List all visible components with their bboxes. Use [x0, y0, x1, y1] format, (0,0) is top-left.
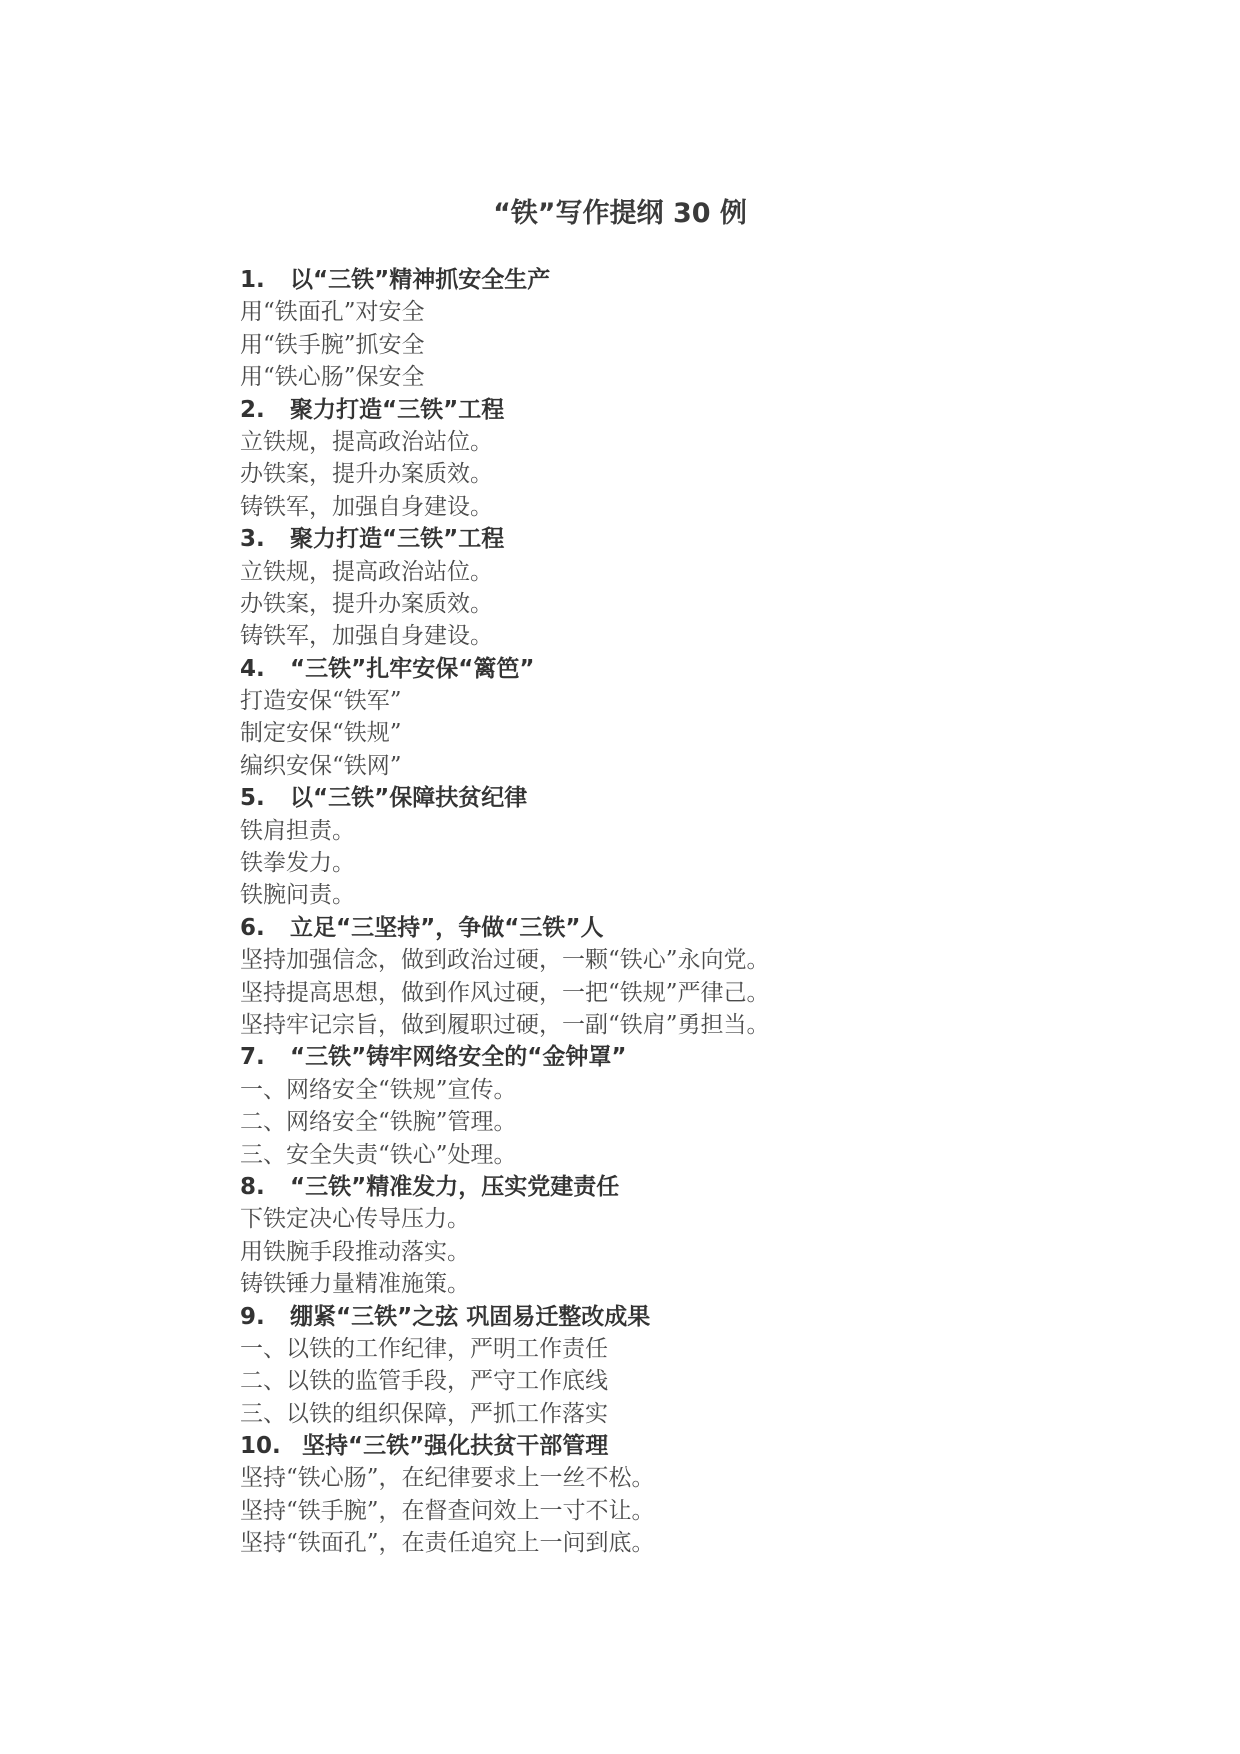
outline-point: 用“铁手腕”抓安全 — [240, 331, 425, 358]
section-heading-text: 聚力打造“三铁”工程 — [290, 526, 505, 553]
section-heading — [240, 1041, 1120, 1073]
outline-list — [240, 264, 1120, 1560]
section-number: 9. — [240, 1303, 265, 1330]
section-number: 6. — [240, 914, 265, 941]
outline-point: 立铁规，提高政治站位。 — [240, 428, 493, 455]
section-number: 1. — [240, 267, 265, 293]
outline-section — [240, 653, 1120, 783]
section-heading — [240, 1430, 1120, 1462]
outline-point: 坚持“铁手腕”，在督查问效上一寸不让。 — [240, 1497, 655, 1524]
outline-point: 铸铁军，加强自身建设。 — [240, 493, 493, 520]
section-number: 2. — [240, 396, 265, 423]
outline-point: 办铁案，提升办案质效。 — [240, 461, 493, 488]
outline-point: 坚持提高思想，做到作风过硬，一把“铁规”严律己。 — [240, 979, 770, 1006]
section-heading-text: 立足“三坚持”，争做“三铁”人 — [290, 914, 604, 941]
outline-point: 办铁案，提升办案质效。 — [240, 590, 493, 617]
outline-section — [240, 782, 1120, 912]
section-number: 5. — [240, 785, 265, 812]
section-heading — [240, 264, 1120, 296]
outline-point: 用“铁面孔”对安全 — [240, 299, 425, 326]
outline-section — [240, 394, 1120, 524]
outline-point: 铁腕问责。 — [240, 882, 355, 909]
section-heading-text: 以“三铁”精神抓安全生产 — [290, 267, 551, 293]
outline-section — [240, 1430, 1120, 1560]
section-number: 7. — [240, 1044, 265, 1071]
section-heading — [240, 782, 1120, 814]
section-heading — [240, 394, 1120, 426]
section-heading — [240, 523, 1120, 555]
section-number: 4. — [240, 655, 265, 682]
outline-point: 铸铁军，加强自身建设。 — [240, 623, 493, 650]
outline-section — [240, 1301, 1120, 1431]
outline-point: 编织安保“铁网” — [240, 752, 402, 779]
outline-point: 三、以铁的组织保障，严抓工作落实 — [240, 1400, 608, 1427]
section-heading — [240, 912, 1120, 944]
section-number: 3. — [240, 526, 265, 553]
outline-point: 坚持牢记宗旨，做到履职过硬，一副“铁肩”勇担当。 — [240, 1011, 770, 1038]
outline-point: 二、网络安全“铁腕”管理。 — [240, 1109, 517, 1136]
outline-point: 坚持“铁面孔”，在责任追究上一问到底。 — [240, 1530, 655, 1557]
outline-point: 用“铁心肠”保安全 — [240, 364, 425, 391]
outline-section — [240, 912, 1120, 1042]
document-title: “铁”写作提纲 30 例 — [493, 198, 747, 229]
outline-point: 立铁规，提高政治站位。 — [240, 558, 493, 585]
outline-point: 用铁腕手段推动落实。 — [240, 1238, 470, 1265]
outline-point: 坚持“铁心肠”，在纪律要求上一丝不松。 — [240, 1465, 655, 1492]
outline-point: 二、以铁的监管手段，严守工作底线 — [240, 1368, 608, 1395]
section-heading — [240, 1171, 1120, 1203]
outline-point: 铸铁锤力量精准施策。 — [240, 1271, 470, 1298]
outline-section — [240, 1171, 1120, 1301]
section-heading-text: “三铁”扎牢安保“篱笆” — [290, 655, 535, 682]
section-heading — [240, 1301, 1120, 1333]
outline-point: 打造安保“铁军” — [240, 688, 402, 715]
section-heading-text: 坚持“三铁”强化扶贫干部管理 — [302, 1433, 609, 1460]
outline-point: 铁拳发力。 — [240, 850, 355, 877]
outline-section — [240, 523, 1120, 653]
outline-point: 一、以铁的工作纪律，严明工作责任 — [240, 1335, 608, 1362]
section-heading-text: 绷紧“三铁”之弦 巩固易迁整改成果 — [290, 1303, 651, 1330]
outline-point: 一、网络安全“铁规”宣传。 — [240, 1076, 517, 1103]
outline-point: 下铁定决心传导压力。 — [240, 1206, 470, 1233]
section-number: 10. — [240, 1433, 281, 1460]
section-heading-text: 聚力打造“三铁”工程 — [290, 396, 505, 423]
section-heading — [240, 653, 1120, 685]
outline-point: 坚持加强信念，做到政治过硬，一颗“铁心”永向党。 — [240, 947, 770, 974]
outline-section — [240, 264, 1120, 394]
outline-point: 制定安保“铁规” — [240, 720, 402, 747]
section-heading-text: 以“三铁”保障扶贫纪律 — [290, 785, 528, 812]
outline-point: 铁肩担责。 — [240, 817, 355, 844]
outline-point: 三、安全失责“铁心”处理。 — [240, 1141, 517, 1168]
outline-section — [240, 1041, 1120, 1171]
section-heading-text: “三铁”铸牢网络安全的“金钟罩” — [290, 1044, 627, 1071]
section-heading-text: “三铁”精准发力，压实党建责任 — [290, 1173, 620, 1200]
section-number: 8. — [240, 1173, 265, 1200]
